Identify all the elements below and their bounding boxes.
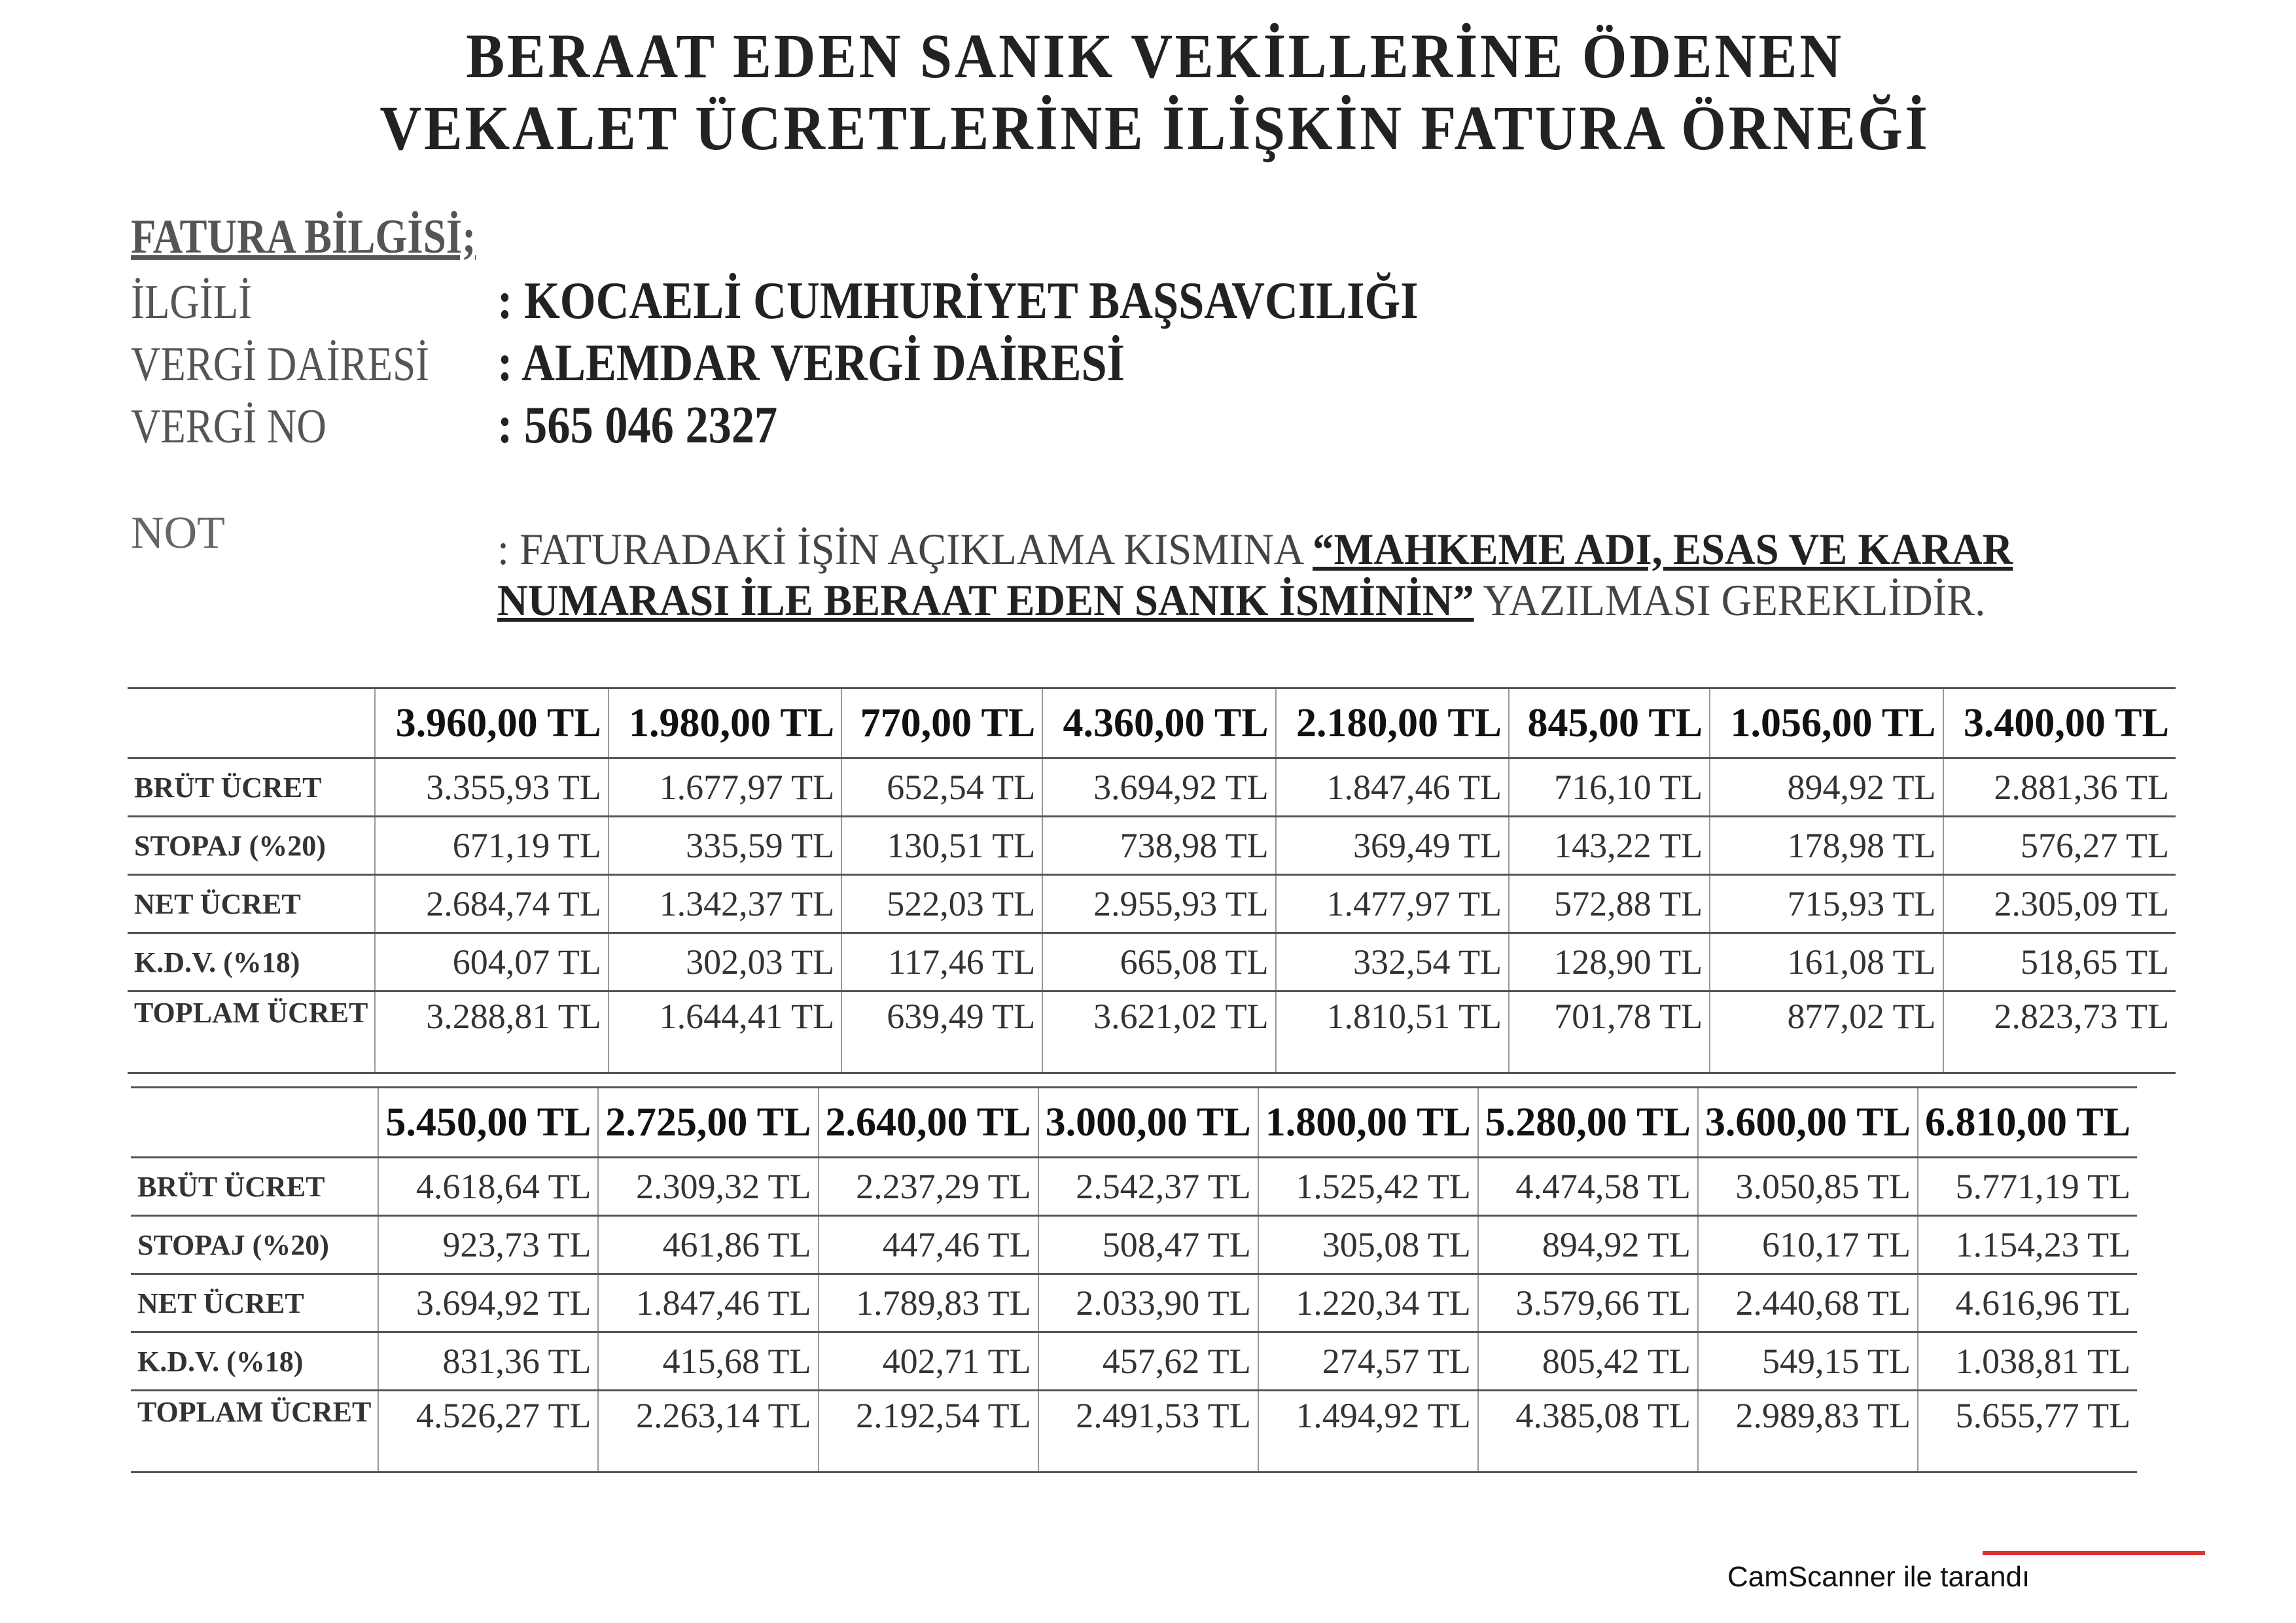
cell: 1.789,83 TL [819,1274,1038,1332]
cell: 457,62 TL [1038,1332,1258,1391]
column-header: 3.000,00 TL [1038,1088,1258,1158]
cell: 652,54 TL [841,758,1042,817]
field-label-ilgili: İLGİLİ [131,276,253,329]
cell: 4.474,58 TL [1478,1158,1698,1216]
column-header: 3.400,00 TL [1943,688,2176,758]
document-title-line-2: VEKALET ÜCRETLERİNE İLİŞKİN FATURA ÖRNEĞİ [380,93,1930,163]
cell: 2.237,29 TL [819,1158,1038,1216]
cell: 4.385,08 TL [1478,1391,1698,1472]
cell: 522,03 TL [841,875,1042,933]
field-value-vergi-dairesi: : ALEMDAR VERGİ DAİRESİ [497,334,1125,392]
cell: 447,46 TL [819,1216,1038,1274]
note-suffix: YAZILMASI GEREKLİDİR. [1474,575,1986,625]
cell: 2.684,74 TL [375,875,608,933]
cell: 4.618,64 TL [378,1158,598,1216]
cell: 1.038,81 TL [1918,1332,2137,1391]
row-label: TOPLAM ÜCRET [131,1391,378,1472]
field-label-vergi-no: VERGİ NO [131,400,327,454]
cell: 1.494,92 TL [1258,1391,1478,1472]
cell: 1.525,42 TL [1258,1158,1478,1216]
cell: 130,51 TL [841,817,1042,875]
column-header: 6.810,00 TL [1918,1088,2137,1158]
cell: 117,46 TL [841,933,1042,991]
cell: 4.616,96 TL [1918,1274,2137,1332]
column-header: 2.180,00 TL [1276,688,1509,758]
table-row [131,1158,2137,1216]
row-label: BRÜT ÜCRET [128,758,375,817]
column-header: 845,00 TL [1509,688,1710,758]
invoice-info-heading: FATURA BİLGİSİ; [131,210,476,264]
cell: 894,92 TL [1478,1216,1698,1274]
cell: 877,02 TL [1710,991,1943,1073]
cell: 701,78 TL [1509,991,1710,1073]
row-label: STOPAJ (%20) [131,1216,378,1274]
cell: 3.050,85 TL [1698,1158,1918,1216]
cell: 178,98 TL [1710,817,1943,875]
table-row [131,1274,2137,1332]
cell: 1.847,46 TL [598,1274,818,1332]
cell: 2.192,54 TL [819,1391,1038,1472]
cell: 305,08 TL [1258,1216,1478,1274]
cell: 831,36 TL [378,1332,598,1391]
table-header-row [131,1088,2137,1158]
cell: 402,71 TL [819,1332,1038,1391]
fee-table-1 [128,687,2176,1074]
cell: 3.694,92 TL [378,1274,598,1332]
cell: 2.305,09 TL [1943,875,2176,933]
column-header: 2.640,00 TL [819,1088,1038,1158]
field-label-vergi-dairesi: VERGİ DAİRESİ [131,338,429,391]
cell: 461,86 TL [598,1216,818,1274]
cell: 665,08 TL [1042,933,1275,991]
cell: 518,65 TL [1943,933,2176,991]
cell: 604,07 TL [375,933,608,991]
cell: 274,57 TL [1258,1332,1478,1391]
column-header: 770,00 TL [841,688,1042,758]
cell: 508,47 TL [1038,1216,1258,1274]
table-row [131,1391,2137,1472]
cell: 2.309,32 TL [598,1158,818,1216]
fee-table-2 [131,1086,2137,1473]
table-row [128,933,2176,991]
cell: 2.263,14 TL [598,1391,818,1472]
cell: 302,03 TL [609,933,841,991]
table-row [128,758,2176,817]
cell: 1.810,51 TL [1276,991,1509,1073]
cell: 1.154,23 TL [1918,1216,2137,1274]
cell: 5.771,19 TL [1918,1158,2137,1216]
cell: 610,17 TL [1698,1216,1918,1274]
cell: 1.220,34 TL [1258,1274,1478,1332]
column-header: 1.056,00 TL [1710,688,1943,758]
cell: 4.526,27 TL [378,1391,598,1472]
cell: 415,68 TL [598,1332,818,1391]
cell: 805,42 TL [1478,1332,1698,1391]
cell: 2.491,53 TL [1038,1391,1258,1472]
cell: 332,54 TL [1276,933,1509,991]
cell: 128,90 TL [1509,933,1710,991]
cell: 576,27 TL [1943,817,2176,875]
table-row [131,1332,2137,1391]
cell: 1.644,41 TL [609,991,841,1073]
cell: 715,93 TL [1710,875,1943,933]
cell: 143,22 TL [1509,817,1710,875]
field-value-ilgili: : KOCAELİ CUMHURİYET BAŞSAVCILIĞI [497,272,1419,330]
cell: 923,73 TL [378,1216,598,1274]
cell: 1.477,97 TL [1276,875,1509,933]
note-text [497,524,2138,626]
column-header: 5.280,00 TL [1478,1088,1698,1158]
cell: 549,15 TL [1698,1332,1918,1391]
camscanner-watermark: CamScanner ile tarandı [1727,1561,2030,1593]
column-header: 3.960,00 TL [375,688,608,758]
cell: 671,19 TL [375,817,608,875]
cell: 1.847,46 TL [1276,758,1509,817]
column-header: 5.450,00 TL [378,1088,598,1158]
table-row [128,875,2176,933]
cell: 716,10 TL [1509,758,1710,817]
scan-edge-mark [1983,1551,2205,1555]
cell: 3.694,92 TL [1042,758,1275,817]
row-label: TOPLAM ÜCRET [128,991,375,1073]
cell: 2.033,90 TL [1038,1274,1258,1332]
cell: 639,49 TL [841,991,1042,1073]
cell: 1.677,97 TL [609,758,841,817]
row-label: BRÜT ÜCRET [131,1158,378,1216]
cell: 369,49 TL [1276,817,1509,875]
column-header: 2.725,00 TL [598,1088,818,1158]
note-prefix: : FATURADAKİ İŞİN AÇIKLAMA KISMINA [497,524,1313,574]
note-label: NOT [131,508,225,558]
column-header: 4.360,00 TL [1042,688,1275,758]
cell: 738,98 TL [1042,817,1275,875]
cell: 3.355,93 TL [375,758,608,817]
table-row [128,817,2176,875]
cell: 572,88 TL [1509,875,1710,933]
column-header: 1.980,00 TL [609,688,841,758]
cell: 161,08 TL [1710,933,1943,991]
row-label: K.D.V. (%18) [131,1332,378,1391]
cell: 3.579,66 TL [1478,1274,1698,1332]
cell: 5.655,77 TL [1918,1391,2137,1472]
cell: 2.440,68 TL [1698,1274,1918,1332]
table-row [128,991,2176,1073]
cell: 3.288,81 TL [375,991,608,1073]
cell: 2.955,93 TL [1042,875,1275,933]
row-label: K.D.V. (%18) [128,933,375,991]
cell: 2.823,73 TL [1943,991,2176,1073]
cell: 3.621,02 TL [1042,991,1275,1073]
cell: 1.342,37 TL [609,875,841,933]
table-row [131,1216,2137,1274]
row-label: NET ÜCRET [128,875,375,933]
row-label: NET ÜCRET [131,1274,378,1332]
cell: 2.881,36 TL [1943,758,2176,817]
corner-cell [131,1088,378,1158]
cell: 335,59 TL [609,817,841,875]
document-title-line-1: BERAAT EDEN SANIK VEKİLLERİNE ÖDENEN [466,21,1844,91]
note-emphasis: “MAHKEME ADI, ESAS VE KARAR NUMARASI İLE BERAAT EDEN SANIK İSMİNİN” [497,524,2013,625]
cell: 2.989,83 TL [1698,1391,1918,1472]
corner-cell [128,688,375,758]
column-header: 1.800,00 TL [1258,1088,1478,1158]
cell: 2.542,37 TL [1038,1158,1258,1216]
column-header: 3.600,00 TL [1698,1088,1918,1158]
table-header-row [128,688,2176,758]
cell: 894,92 TL [1710,758,1943,817]
row-label: STOPAJ (%20) [128,817,375,875]
field-value-vergi-no: : 565 046 2327 [497,397,778,454]
